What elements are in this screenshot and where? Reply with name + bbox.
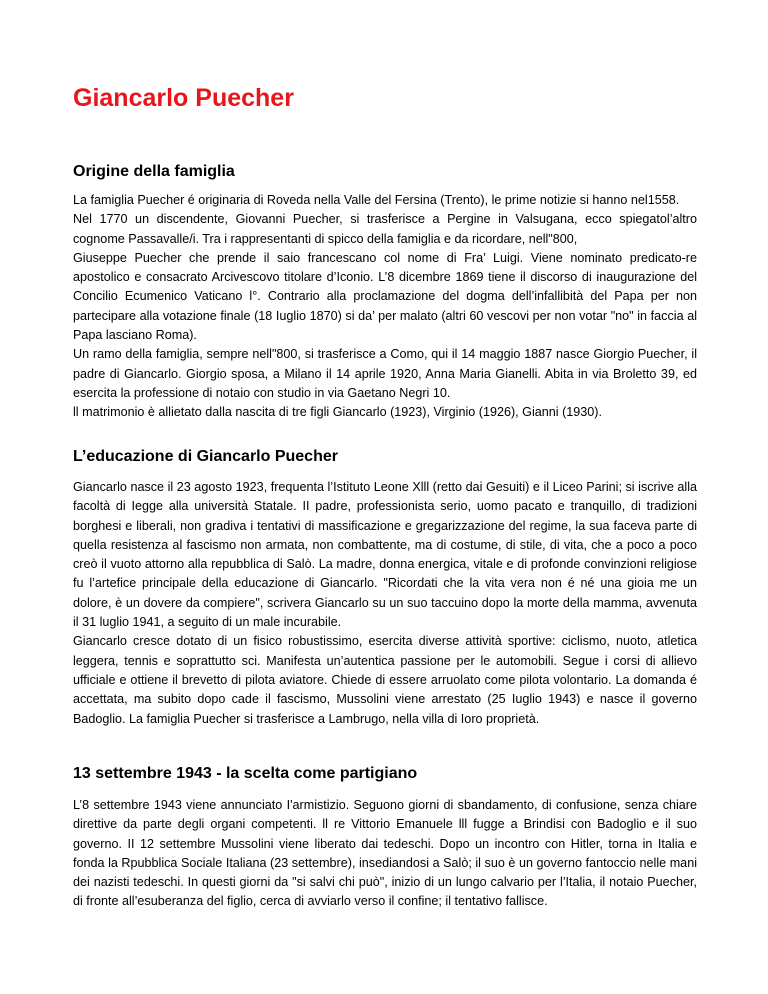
paragraph: La famiglia Puecher é originaria di Roveda nella Valle del Fersina (Trento), le prime notizie si hanno nel1558. bbox=[73, 193, 680, 207]
paragraph: L’8 settembre 1943 viene annunciato I'armistizio. Seguono giorni di sbandamento, di confusione, senza chiare direttive da parte degli organi competenti. ll re Vittorio Emanuele lll fugge a Brindisi con Badoglio e il suo governo. II 12 settembre Mussolini viene liberato dai tedeschi. Dopo un incontro con Hitler, torna in Italia e fonda la Rpubblica Sociale Italiana (23 settembre), insediandosi a Salò; il suo è un governo fantoccio nelle mani dei nazisti tedeschi. In questi giorni da "si salvi chi può", inizio di un lungo calvario per l’Italia, il notaio Puecher, di fronte all’esuberanza del figlio, cerca di avviarlo verso il confine; il tentativo fallisce. bbox=[73, 798, 697, 909]
section-heading-scelta-partigiano: 13 settembre 1943 - la scelta come partigiano bbox=[73, 765, 418, 782]
paragraph: Giancarlo nasce il 23 agosto 1923, frequenta l’Istituto Leone Xlll (retto dai Gesuiti) e il Liceo Parini; si iscrive alla facoltà di Iegge alla università Statale. II padre, professionista serio, uomo pacato e tranquillo, di tradizioni borghesi e liberali, non gradiva i tentativi di massificazione e gregarizzazione del regime, la sua faceva parte di quella resistenza al fascismo non armata, non combattente, ma di costume, di stile, di vita, che a poco a poco creò il vuoto attorno alla repubblica di Salò. La madre, donna energica, vitale e di profonde convinzioni religiose fu l’artefice principale della educazione di Giancarlo. "Ricordati che la vita vera non é né una gioia me un dolore, è un dovere da compiere", scrivera Giancarlo su un suo taccuino dopo la morte della mamma, avvenuta il 31 luglio 1941, a seguito di un male incurabile. bbox=[73, 480, 697, 630]
paragraph: Nel 1770 un discendente, Giovanni Puecher, si trasferisce a Pergine in Valsugana, ecco spiegatol’altro cognome Passavalle/i. Tra i rappresentanti di spicco della famiglia e da ricordare, nell"800, bbox=[73, 212, 697, 246]
section-heading-educazione: L’educazione di Giancarlo Puecher bbox=[73, 448, 338, 465]
section-body-scelta-partigiano bbox=[73, 796, 697, 912]
paragraph: Giancarlo cresce dotato di un fisico robustissimo, esercita diverse attività sportive: ciclismo, nuoto, atletica leggera, tennis e soprattutto sci. Manifesta un’autentica passione per le automobili. Segue i corsi di allievo ufficiale e ottiene il brevetto di pilota aviatore. Chiede di essere arruolato come pilota volontario. La domanda é accettata, ma subito dopo cade il fascismo, Mussolini viene arrestato (25 Iuglio 1943) e nasce il governo Badoglio. La famiglia Puecher si trasferisce a Lambrugo, nella villa di Ioro proprietà. bbox=[73, 634, 697, 726]
paragraph: Giuseppe Puecher che prende il saio francescano col nome di Fra’ Luigi. Viene nominato predicato-re apostolico e consacrato Arcivescovo titolare d’Iconio. L’8 dicembre 1869 tiene il discorso di inaugurazione del Concilio Ecumenico Vaticano l°. Contrario alla proclamazione del dogma dell’infallibità del Papa per non partecipare alla votazione finale (18 Iuglio 1870) si da’ per malato (altri 60 vescovi per non votar "no" in faccia al Papa lasciano Roma). bbox=[73, 250, 697, 343]
section-body-origine bbox=[73, 191, 697, 423]
paragraph: Un ramo della famiglia, sempre nell"800, si trasferisce a Como, qui il 14 maggio 1887 nasce Giorgio Puecher, il padre di Giancarlo. Giorgio sposa, a Milano il 14 aprile 1920, Anna Maria Gianelli. Abita in via Broletto 39, ed esercita la professione di notaio con studio in via Gaetano Negri 10. bbox=[73, 347, 697, 400]
section-heading-origine: Origine della famiglia bbox=[73, 163, 235, 180]
paragraph: ll matrimonio è allietato dalla nascita di tre figli Giancarlo (1923), Virginio (1926), Gianni (1930). bbox=[73, 405, 602, 420]
section-body-educazione bbox=[73, 478, 697, 729]
document-title: Giancarlo Puecher bbox=[73, 84, 294, 112]
